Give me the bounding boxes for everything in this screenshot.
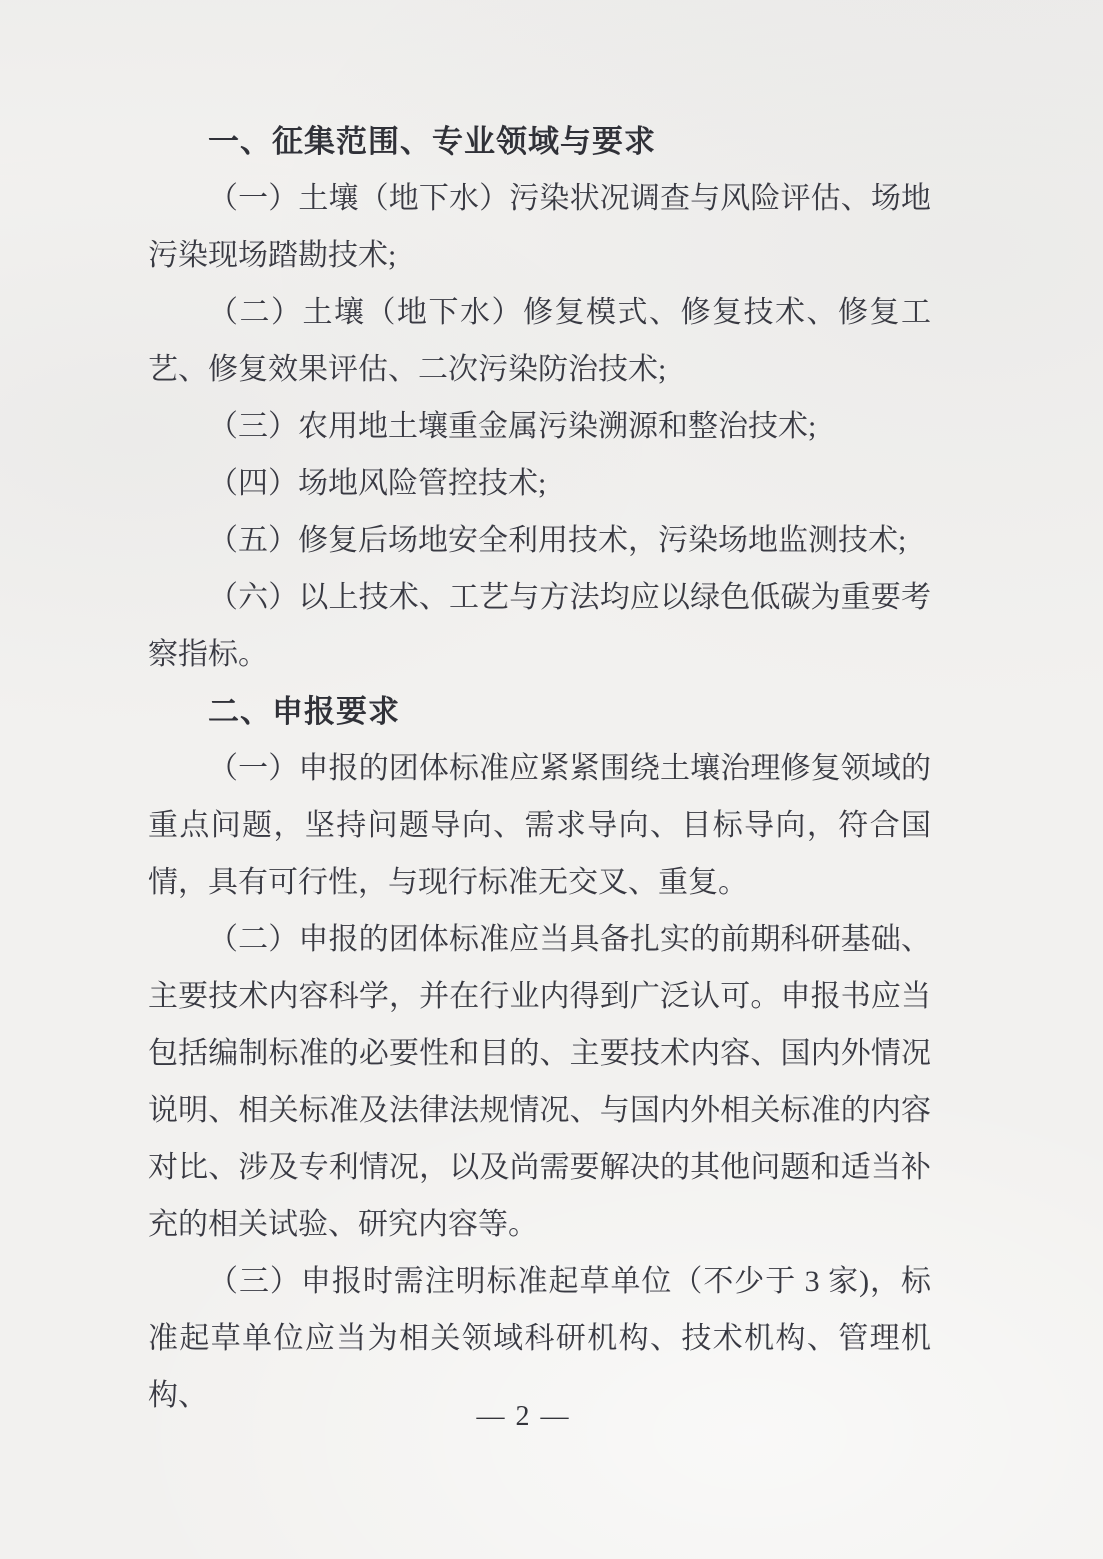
document-body [148, 113, 931, 1424]
paragraph-requirement-2: （二）申报的团体标准应当具备扎实的前期科研基础、主要技术内容科学，并在行业内得到广泛认可。申报书应当包括编制标准的必要性和目的、主要技术内容、国内外情况说明、相关标准及法律法规情况、与国内外相关标准的内容对比、涉及专利情况，以及尚需要解决的其他问题和适当补充的相关试验、研究内容等。 [148, 923, 931, 1241]
paragraph-scope-item-3: （三）农用地土壤重金属污染溯源和整治技术; [208, 410, 817, 443]
page-number: — 2 — [476, 1401, 571, 1432]
paragraph-scope-item-2: （二）土壤（地下水）修复模式、修复技术、修复工艺、修复效果评估、二次污染防治技术; [148, 296, 931, 386]
paragraph-requirement-3: （三）申报时需注明标准起草单位（不少于 3 家)，标准起草单位应当为相关领域科研机构、技术机构、管理机构、 [148, 1265, 931, 1412]
section-heading-application-requirements: 二、申报要求 [208, 694, 400, 729]
paragraph-scope-item-4: （四）场地风险管控技术; [208, 467, 547, 500]
paragraph-requirement-1: （一）申报的团体标准应紧紧围绕土壤治理修复领域的重点问题，坚持问题导向、需求导向、目标导向，符合国情，具有可行性，与现行标准无交叉、重复。 [148, 752, 931, 899]
paragraph-scope-item-6: （六）以上技术、工艺与方法均应以绿色低碳为重要考察指标。 [148, 581, 931, 671]
paragraph-scope-item-1: （一）土壤（地下水）污染状况调查与风险评估、场地污染现场踏勘技术; [148, 182, 931, 272]
paragraph-scope-item-5: （五）修复后场地安全利用技术，污染场地监测技术; [208, 524, 907, 557]
section-heading-scope: 一、征集范围、专业领域与要求 [208, 124, 656, 159]
